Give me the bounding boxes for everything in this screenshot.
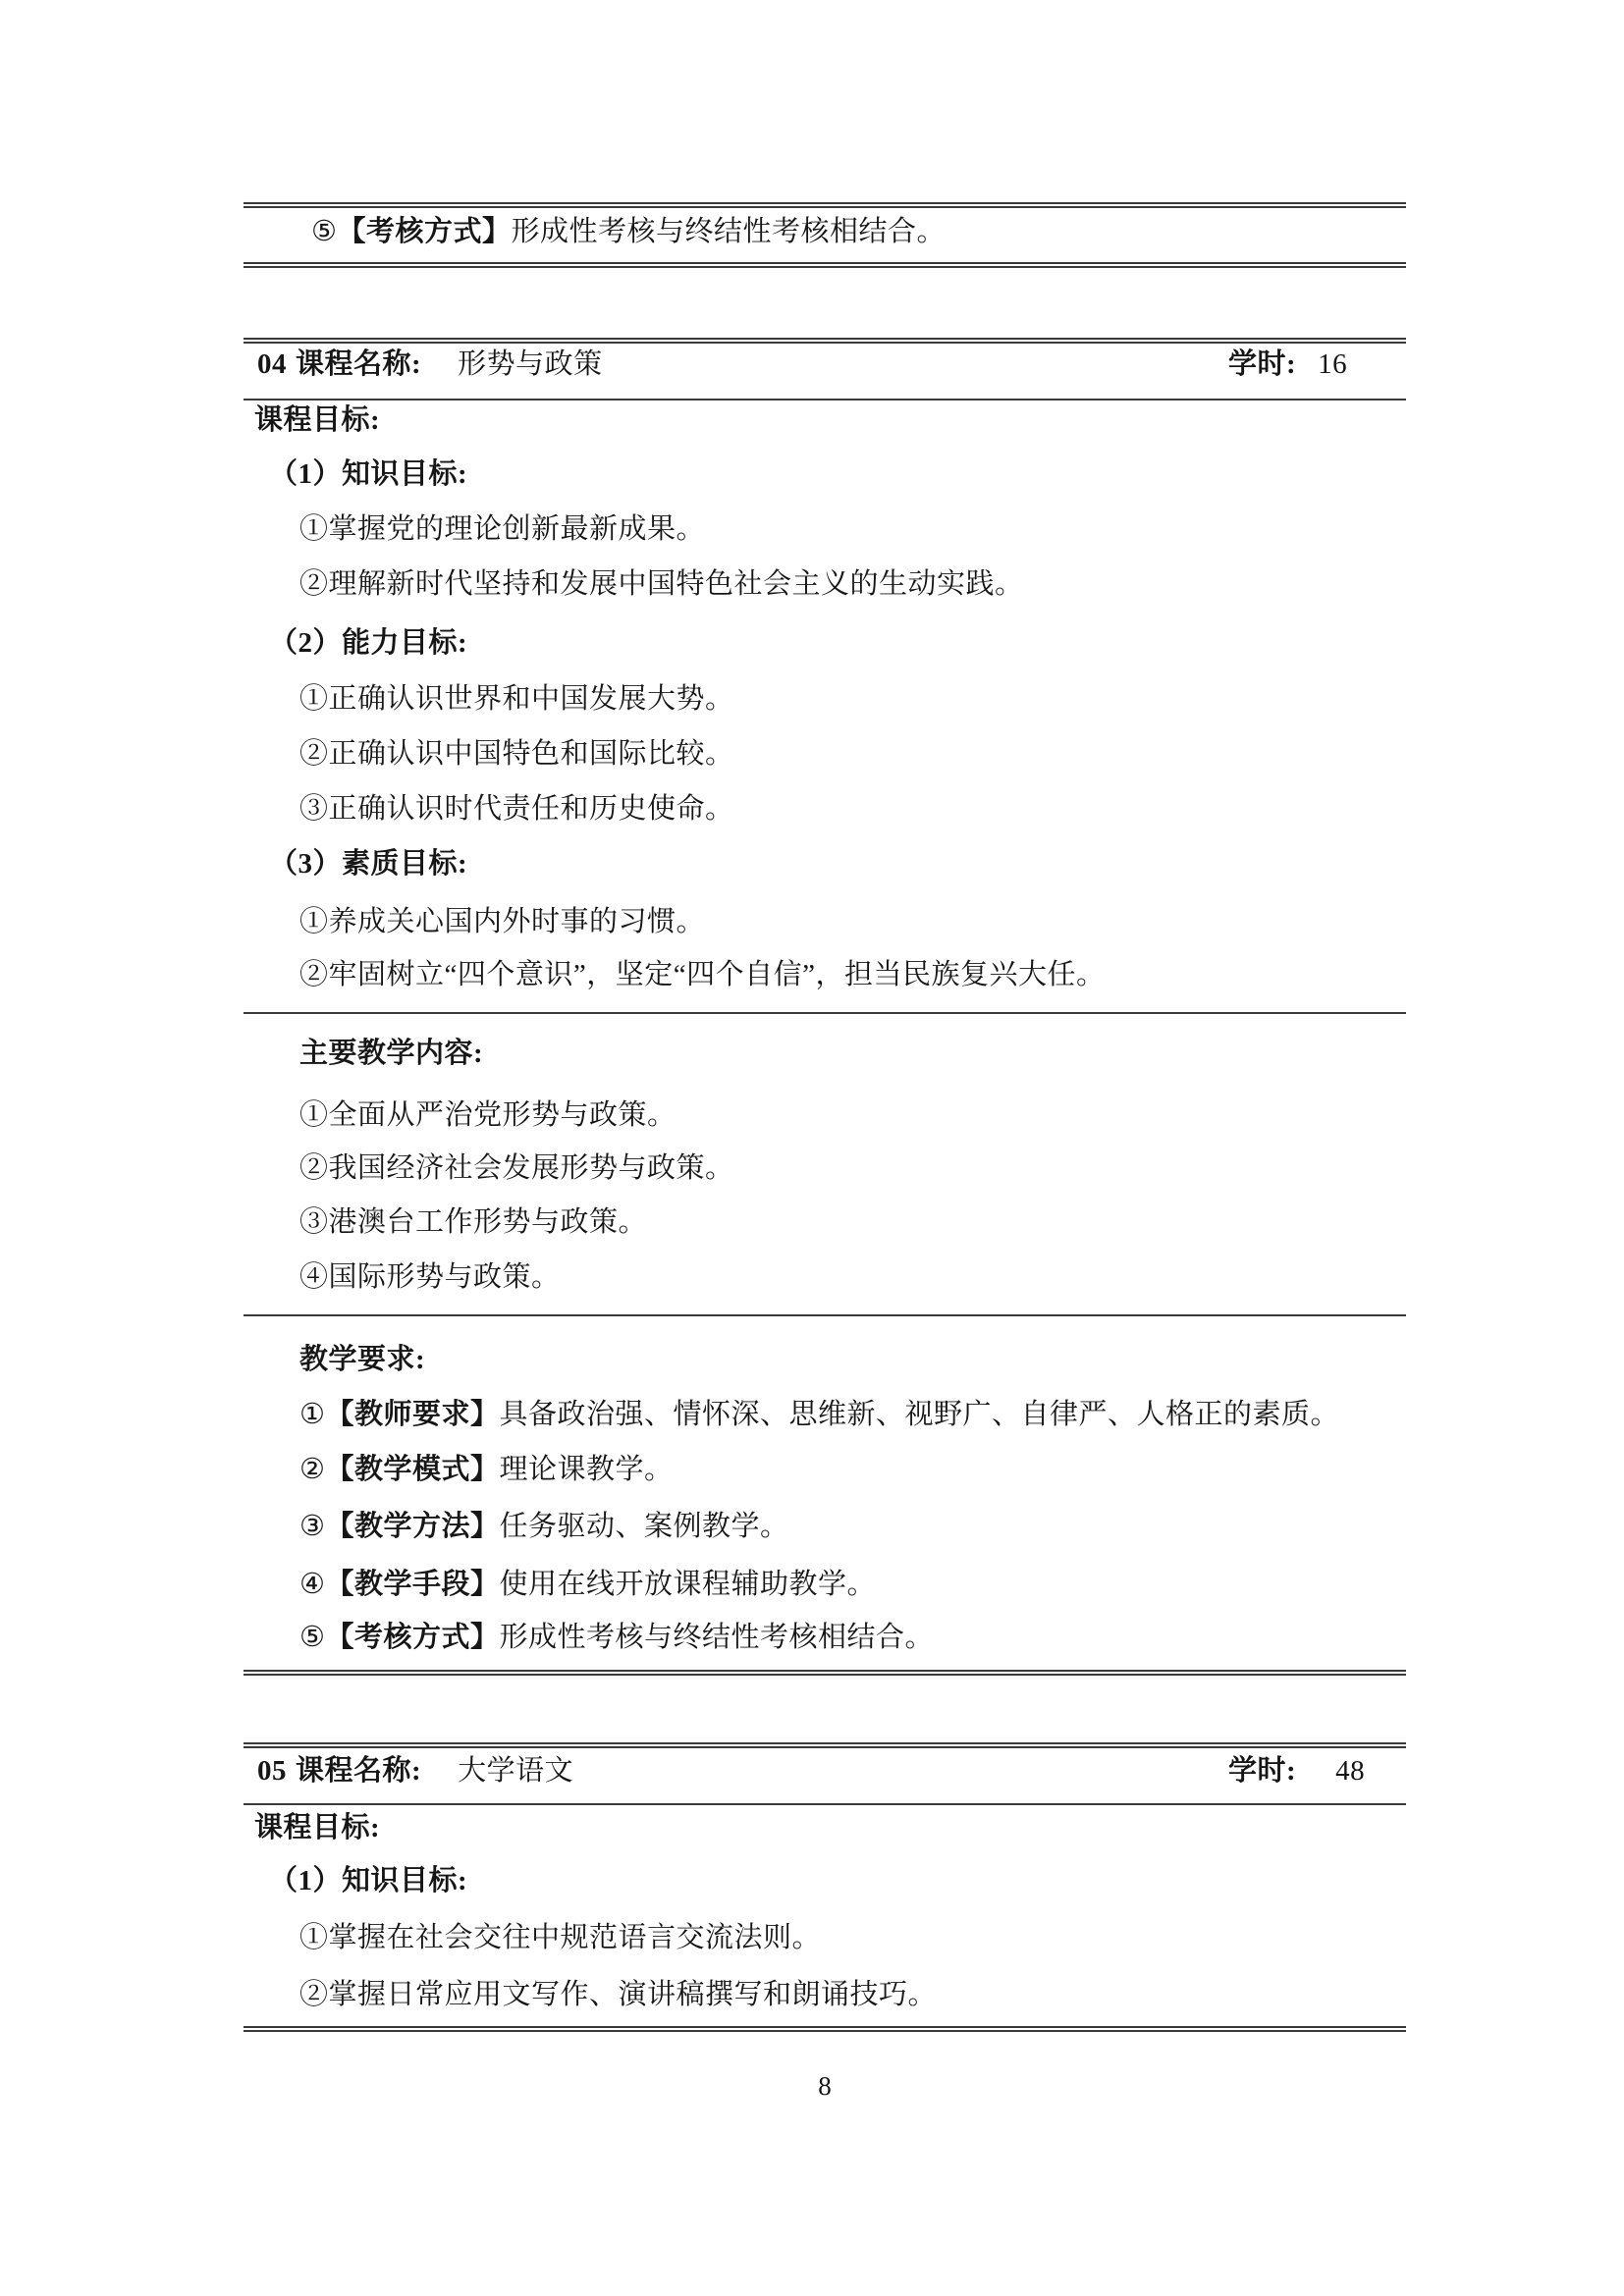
item-text: 形成性考核与终结性考核相结合。 xyxy=(499,1622,935,1653)
content-header: 主要教学内容: xyxy=(299,1038,484,1069)
divider-single xyxy=(244,1012,1406,1014)
item-number: ④ xyxy=(299,1569,326,1600)
course-05-header-row xyxy=(257,1754,573,1788)
course-name-label: 课程名称: xyxy=(296,1755,422,1787)
goal-item: ②理解新时代坚持和发展中国特色社会主义的生动实践。 xyxy=(299,568,1024,600)
goal-item: ①掌握在社会交往中规范语言交流法则。 xyxy=(299,1922,822,1953)
item-number: ⑤ xyxy=(299,1622,326,1653)
course-05-hours xyxy=(1228,1754,1365,1788)
goal-group-title: （2）能力目标: xyxy=(269,627,468,659)
course-04-hours xyxy=(1228,347,1347,381)
hours-label: 学时: xyxy=(1228,348,1297,380)
item-text: 任务驱动、案例教学。 xyxy=(499,1511,789,1542)
course-name-label: 课程名称: xyxy=(296,348,422,380)
goal-item: ②掌握日常应用文写作、演讲稿撰写和朗诵技巧。 xyxy=(299,1979,938,2010)
item-label: 【考核方式】 xyxy=(337,216,512,247)
course-number: 05 xyxy=(257,1755,287,1787)
item-number: ② xyxy=(299,1454,326,1485)
divider-single xyxy=(244,399,1406,400)
item-label: 【考核方式】 xyxy=(325,1622,500,1653)
requirement-item xyxy=(299,1621,934,1654)
goals-header: 课程目标: xyxy=(254,1812,381,1843)
item-text: 形成性考核与终结性考核相结合。 xyxy=(511,216,947,247)
item-number: ③ xyxy=(299,1511,326,1542)
content-item: ①全面从严治党形势与政策。 xyxy=(299,1099,677,1131)
course-name: 大学语文 xyxy=(458,1755,574,1787)
divider-double xyxy=(244,202,1406,208)
assessment-item-previous xyxy=(311,215,946,248)
item-number: ⑤ xyxy=(311,216,338,247)
requirement-item xyxy=(299,1510,789,1543)
item-text: 具备政治强、情怀深、思维新、视野广、自律严、人格正的素质。 xyxy=(499,1399,1340,1430)
requirement-item xyxy=(299,1453,674,1486)
divider-double xyxy=(244,1742,1406,1748)
item-label: 【教学手段】 xyxy=(325,1569,500,1600)
divider-single xyxy=(244,1314,1406,1316)
item-number: ① xyxy=(299,1399,326,1430)
item-text: 理论课教学。 xyxy=(499,1454,674,1485)
goal-item: ③正确认识时代责任和历史使命。 xyxy=(299,793,734,825)
goal-group-title: （1）知识目标: xyxy=(269,458,468,490)
requirement-item xyxy=(299,1568,876,1601)
course-name: 形势与政策 xyxy=(458,348,603,380)
goal-group-title: （3）素质目标: xyxy=(269,848,468,880)
item-label: 【教学模式】 xyxy=(325,1454,500,1485)
requirement-item xyxy=(299,1398,1339,1431)
goal-item: ②牢固树立“四个意识”，坚定“四个自信”，担当民族复兴大任。 xyxy=(299,959,1106,990)
divider-double xyxy=(244,1670,1406,1676)
hours-label: 学时: xyxy=(1228,1755,1297,1787)
divider-single xyxy=(244,1803,1406,1805)
goals-header: 课程目标: xyxy=(254,404,381,436)
page-number: 8 xyxy=(818,2071,832,2101)
item-label: 【教学方法】 xyxy=(325,1511,500,1542)
course-number: 04 xyxy=(257,348,287,380)
item-label: 【教师要求】 xyxy=(325,1399,500,1430)
content-item: ②我国经济社会发展形势与政策。 xyxy=(299,1152,734,1184)
course-04-header-row xyxy=(257,347,603,381)
item-text: 使用在线开放课程辅助教学。 xyxy=(499,1569,877,1600)
divider-double xyxy=(244,262,1406,268)
divider-double xyxy=(244,338,1406,344)
goal-item: ①养成关心国内外时事的习惯。 xyxy=(299,906,706,937)
hours-value: 48 xyxy=(1335,1755,1366,1787)
document-page xyxy=(244,0,1406,2296)
goal-item: ①掌握党的理论创新最新成果。 xyxy=(299,513,706,545)
divider-double xyxy=(244,2026,1406,2032)
goal-item: ①正确认识世界和中国发展大势。 xyxy=(299,683,734,715)
goal-item: ②正确认识中国特色和国际比较。 xyxy=(299,738,734,770)
requirements-header: 教学要求: xyxy=(299,1344,426,1375)
hours-value: 16 xyxy=(1318,348,1348,380)
content-item: ③港澳台工作形势与政策。 xyxy=(299,1206,648,1238)
goal-group-title: （1）知识目标: xyxy=(269,1865,468,1896)
content-item: ④国际形势与政策。 xyxy=(299,1261,561,1293)
